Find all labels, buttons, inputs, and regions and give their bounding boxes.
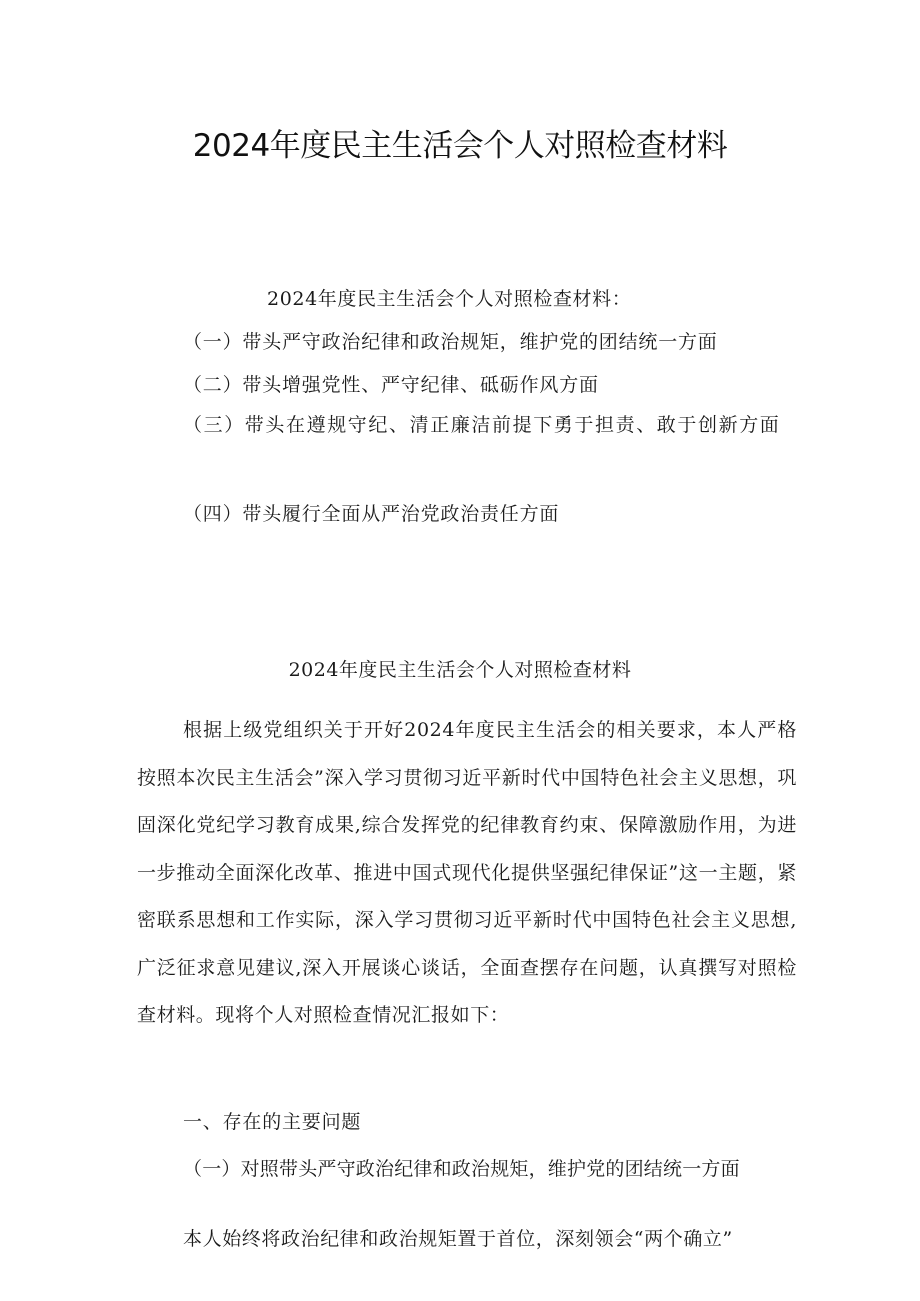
sub-heading: （一）对照带头严守政治纪律和政治规矩，维护党的团结统一方面: [183, 1158, 740, 1180]
toc-item-4: （四）带头履行全面从严治党政治责任方面: [183, 503, 560, 525]
document-title: 2024年度民主生活会个人对照检查材料: [192, 128, 728, 164]
section-title: 2024年度民主生活会个人对照检查材料: [288, 659, 632, 681]
toc-heading: 2024年度民主生活会个人对照检查材料：: [267, 288, 632, 310]
part-heading: 一、存在的主要问题: [183, 1111, 362, 1133]
toc-item-2: （二）带头增强党性、严守纪律、砥砺作风方面: [183, 374, 599, 396]
toc-item-3: （三）带头在遵规守纪、清正廉洁前提下勇于担责、敢于创新方面: [183, 414, 781, 436]
intro-paragraph: 根据上级党组织关于开好2024年度民主生活会的相关要求，本人严格按照本次民主生活会”深入学习贯彻习近平新时代中国特色社会主义思想，巩固深化党纪学习教育成果,综合发挥党的纪律教育约束、保障激励作用，为进一步推动全面深化改革、推进中国式现代化提供坚强纪律保证”这一主题，紧密联系思想和工作实际，深入学习贯彻习近平新时代中国特色社会主义思想,广泛征求意见建议,深入开展谈心谈话，全面查摆存在问题，认真撰写对照检查材料。现将个人对照检查情况汇报如下：: [137, 719, 797, 1026]
body-paragraph-start: 本人始终将政治纪律和政治规矩置于首位，深刻领会“两个确立”: [183, 1228, 733, 1250]
toc-item-1: （一）带头严守政治纪律和政治规矩，维护党的团结统一方面: [183, 331, 718, 353]
